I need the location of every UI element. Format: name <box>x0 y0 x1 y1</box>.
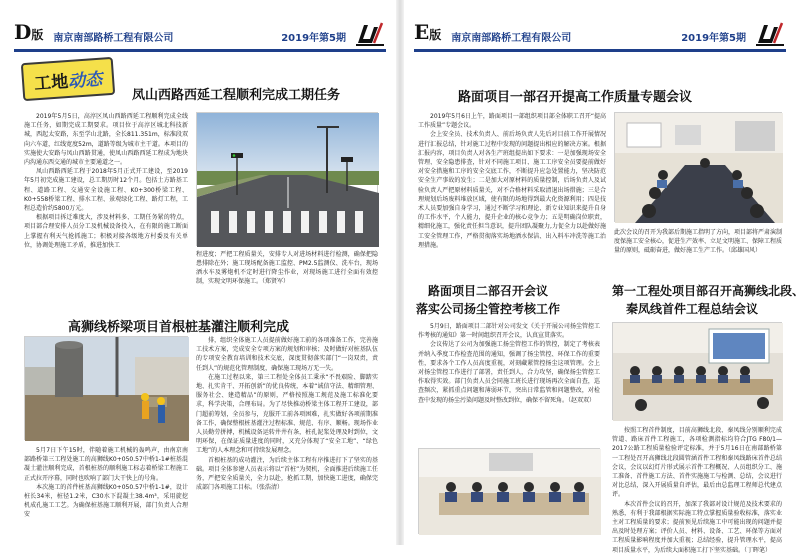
article-body-fengshan: 2019年5月5日，高淳区凤山西路西延工程顺利完成全线施工任务，如期完成工期要求。项目位于高淳区城北科技新城，西起太安路，东至学山北路，全长811.351m，标准段双向六车道，红线宽度52m，道路等级为城市主干道。本项目的实施使大安路与凤山西路贯通，使凤山西路西延工程成为地块内沟通东西交通的城市主要通道之一。 凤山西路西延工程于2018年5月正式开工建设，至2019年5月初完成施工建设，总工期历时12个月。包括土方路基工程、道路工程、交通安全设施工程、K0+300桥梁工程、K0+558桥梁工程、排水工程、景观绿化工程、路灯工程，工程总造价约5800万元。 根据项目拆迁难度大，涉及材料多、工期任务紧的特点，项目部合理安排人员分工及机械设备投入，在有限的施工断面上掌握有利天气抢抓施工；积极对接各级地方村委及有关单位，协调处理施工矛盾，推进加快工 <box>24 113 188 249</box>
photo-pile-foundation <box>24 336 188 440</box>
article-body-road-dept-1: 2019年5月6日上午，路面项目一部组织项目部全体职工召开“提高工作质量”专题会议。 会上安全员、技术负责人、前后场负责人先后对目前工作开展情况进行汇报总结，针对施工过程中发现的问题提出相应的解决方案。根据汇报内容，项目负责人对各生产班组提出如下要求：一是加强现场安全管理、安全隐患排查，针对不同施工项目、施工工序安全员要提前做好对安全措施和工序的安全交底工作，不断提升应急处置能力，坚决防范安全生产事故的发生；二是加大对原材料的质量控制，后场负责人及试验负责人严把原材料质量关，对不合格材料采取清退出场措施；三是合理规划后场废料堆放区域，使有限的场地得到最大化资源利用；四是技术人员要加强自身学习，通过不断学习和理论、新专业知识来提升自身的工作水平，个人能力，提升企业的核心竞争力；五是明确岗位职责，精细化施工，强化责任担当意识，提升团队凝聚力,力促全力以赴做好施工安全管理工作，严格贯彻落实场地洒水保洁、出入料车冲洗等施工治理措施。 <box>418 113 607 249</box>
article-body-road-dept-2: 5月9日，路面项目二部针对公司发文《关于开展公司扬尘管控工作考核的通知》第一时间组织召开会议，认真宣贯落实。 会议传达了公司为加强施工扬尘管控工作的管控，制定了考核表并纳入季度工作检查范围的通知，强调了扬尘管控、环保工作的重要性，要求各个工作人员高度重视，对刻藏紧管控扬尘这项管理。会上对扬尘管控工作进行了部署，责任到人，合力攻坚，确保扬尘管控工作取得实效。部门负责人员会同施工班长进行现场再次全面自查，巡查频次，紧抓重点问题和薄弱环节，突出日常监管和问题整改，对检查中发现的扬尘污染问题及时整改到位，确保不留死角。（赵双双） <box>418 323 600 404</box>
company-name: 南京南部路桥工程有限公司 <box>53 33 174 44</box>
issue-number: 2019年第5期 <box>281 33 346 44</box>
left-header <box>14 22 386 52</box>
company-logo-icon <box>354 21 386 47</box>
edition-label: E版 <box>414 20 442 44</box>
edition-label: D版 <box>14 20 44 44</box>
photo-road <box>196 112 378 246</box>
photo-summary-meeting <box>612 322 782 420</box>
photo-meeting-2 <box>418 448 600 534</box>
article-body-gaoshi-right: 排，组织全体施工人员提前做好施工前的各项准备工作，完善施工技术方案，完成安全专项方案的规划和审核；及时做好对桩基队伍的专项安全教育培训和技术交底，深度贯彻落实部门“一岗双责，责任到人”的规范化管理制度，确保施工现场万无一失。 在施工过程以来，第三工程处全体员工秉承“不畏艰险、脚踏实地、扎实肯干、开拓创新”的优良传统，本着“诚信守法、精细管理、服务社会、建造精品”的原则，严格按照施工规范及施工标准化要求，科学决策，合理布局。为了尽快推动桥梁主体工程开工建设，部门超前筹划，全员参与，克服开工前各项困难，扎实做好各项前期准备工作，确保整根桩基灌注过程标准、规范、有序、顺畅。现场作业人员勤劳拼搏，机械设备运转井井有条，桩孔泥浆处理及时到位，文明环保，在保证质量进度的同时，又充分体现了“安全工地”、“绿色工地”的人本理念和可持续发展理念。 首根桩基的成功灌注，为后续主体工程有序推进打下了坚实的基础。项目全体参建人员表示将以“首桩”为契机，全面推进后续施工任务，严把安全质量关，全力以赴，抢抓工期，加快施工进度，确保完成部门各项施工目标。（张浩清） <box>196 337 378 492</box>
article-body-first-dept: 按照工程首件制度，目前高狮线北段、秦凤线分别顺利完成管道、路床首件工程施工，各项检测指标均符合JTG F80/1—2017公路工程质量检验评定标准，并于5月16日在南部路桥第一工程处召开高狮线北段圆管涵首件工程和秦凤线路床首件总结会议，会议以幻灯片形式展示首件工程概况、人员组织分工、施工准备、首件施工方法、首件实施施工与检测、总结，会议进行对比总结，深入开展质量自评估，最后由总监理工程师总代建点评。 本次首件会议的召开，加深了我部对设计规范及技术要求的熟悉，有利于我部根据实际施工特点掌握质量验收标准，落实业主对工程质量的要求；提前预见后续施工中可能出现的问题并提出及时处理方案；评价人员、材料、设备、工艺、环保等方面对工程质量影响程度并加大重视；总结经验，提升管理水平，提高项目质量水平，为后续大面积施工打下坚实基础。（丁晖笔） <box>612 427 782 554</box>
site-news-badge: 工地 动态 <box>21 57 115 101</box>
article-title-gaoshi: 高狮线桥梁项目首根桩基灌注顺利完成 <box>68 320 290 335</box>
article-body-gaoshi-left: 5月7日下午15时，伴随着施工机械的轰鸣声，由南京南部路桥第三工程处施工的高狮线K0+050.57中桥1-1#桩基混凝土灌注顺利完成，首根桩基的顺利施工标志着桥梁工程施工正式拉开序幕，同时也吹响了部门大干快上的号角。 本次施工的首件桩基高狮线K0+050.57中桥1-1#，设计桩长34米，桩径1.2米，C30水下混凝土38.4m³，采用旋挖机成孔施工工艺。为确保桩基施工顺利开展，部门负责人合理安 <box>24 447 188 519</box>
right-header <box>414 22 786 52</box>
article-title-road-dept-1: 路面项目一部召开提高工作质量专题会议 <box>458 90 693 105</box>
photo-road-caption: 程进度；严把工程质量关，安排专人对进场材料进行检测，确保把隐患排除在外；施工现场配备施工监控、PM2.5监测仪、洗车台，现场洒水车及雾炮机不定时进行降尘作业，对现场施工进行全面有效控制，实现文明环保施工。（郑贤军） <box>196 251 378 285</box>
article-subtitle-first-dept: 秦凤线首件工程总结会议 <box>626 302 759 316</box>
company-logo-icon <box>754 21 786 47</box>
article-subtitle-road-dept-2: 落实公司扬尘管控考核工作 <box>416 302 561 316</box>
article-title-road-dept-2: 路面项目二部召开会议 <box>428 284 549 298</box>
company-name: 南京南部路桥工程有限公司 <box>451 33 572 44</box>
issue-number: 2019年第5期 <box>681 33 746 44</box>
photo-meeting-1-caption: 此次会议的召开为我部后期施工指明了方向，项目部将严肃演制度保施工安全核心，促进生产效率、立足文明施工、保障工程质量的原则，砥砺奋进，做好施工生产工作。（邱雄国风） <box>614 229 783 254</box>
left-page <box>0 0 400 545</box>
photo-meeting-1 <box>614 112 782 222</box>
article-title-fengshan: 凤山西路西延工程顺利完成工期任务 <box>132 88 341 103</box>
article-title-first-dept: 第一工程处项目部召开高狮线北段、 <box>612 284 804 298</box>
right-page <box>400 0 804 554</box>
